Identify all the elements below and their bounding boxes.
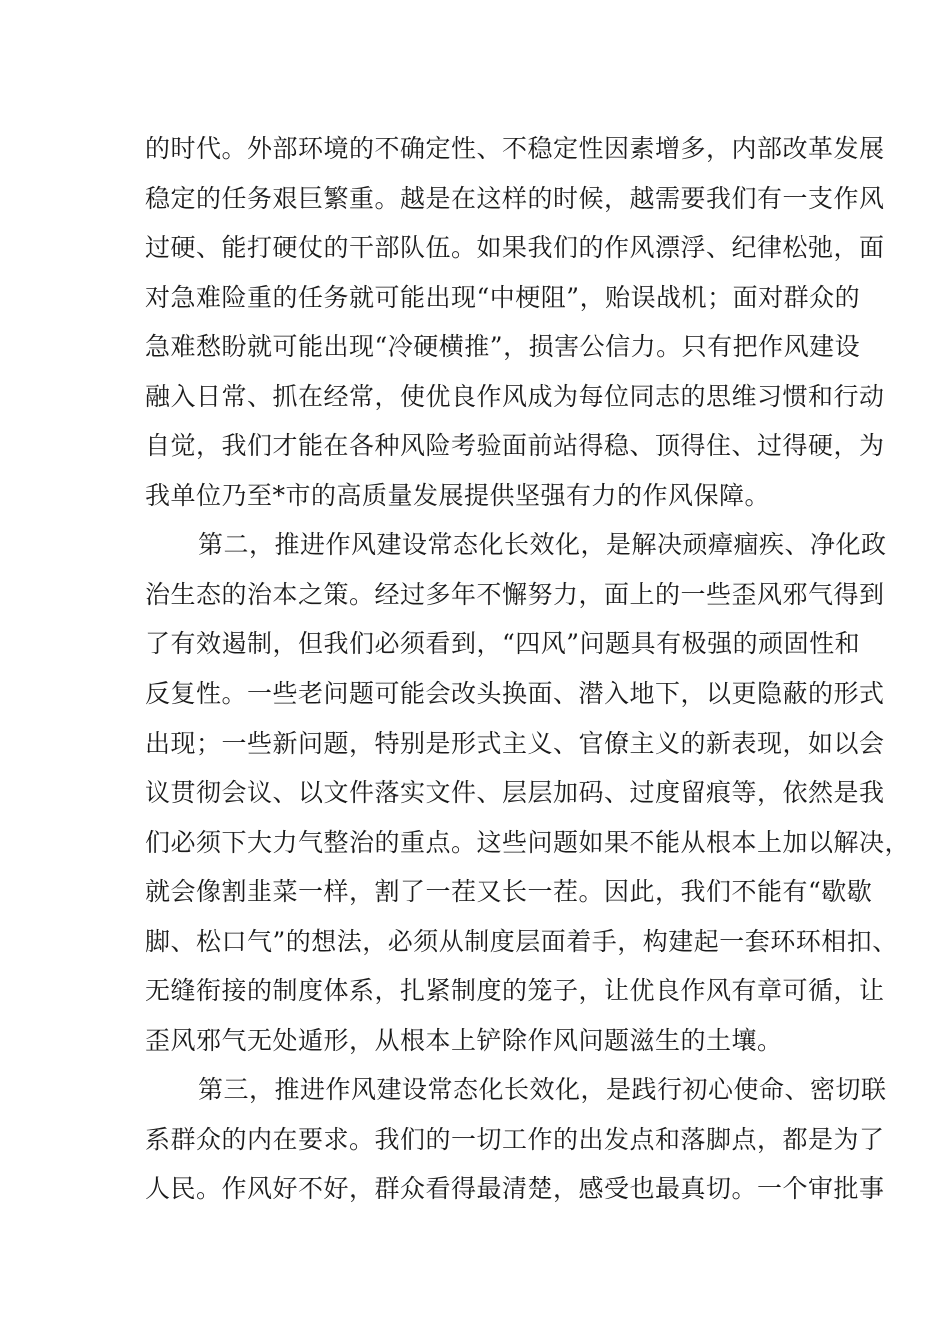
text-line: 人民。作风好不好，群众看得最清楚，感受也最真切。一个审批事 <box>145 1174 885 1204</box>
text-line: 融入日常、抓在经常，使优良作风成为每位同志的思维习惯和行动 <box>145 381 885 411</box>
paragraph-first-line: 第三，推进作风建设常态化长效化，是践行初心使命、密切联 <box>198 1075 887 1105</box>
text-line: 们必须下大力气整治的重点。这些问题如果不能从根本上加以解决， <box>145 827 911 857</box>
paragraph-first-line: 第二，推进作风建设常态化长效化，是解决顽瘴痼疾、净化政 <box>198 530 887 560</box>
text-line: 歪风邪气无处遁形，从根本上铲除作风问题滋生的土壤。 <box>145 1025 783 1055</box>
text-line: 我单位乃至*市的高质量发展提供坚强有力的作风保障。 <box>145 480 771 510</box>
text-line: 脚、松口气”的想法，必须从制度层面着手，构建起一套环环相扣、 <box>145 926 898 956</box>
text-line: 就会像割韭菜一样，割了一茬又长一茬。因此，我们不能有“歇歇 <box>145 877 873 907</box>
text-line: 反复性。一些老问题可能会改头换面、潜入地下，以更隐蔽的形式 <box>145 679 885 709</box>
text-line: 对急难险重的任务就可能出现“中梗阻”，贻误战机；面对群众的 <box>145 282 861 312</box>
text-line: 稳定的任务艰巨繁重。越是在这样的时候，越需要我们有一支作风 <box>145 183 885 213</box>
text-line: 出现；一些新问题，特别是形式主义、官僚主义的新表现，如以会 <box>145 728 885 758</box>
text-line: 无缝衔接的制度体系，扎紧制度的笼子，让优良作风有章可循，让 <box>145 976 885 1006</box>
text-line: 系群众的内在要求。我们的一切工作的出发点和落脚点，都是为了 <box>145 1124 885 1154</box>
text-line: 议贯彻会议、以文件落实文件、层层加码、过度留痕等，依然是我 <box>145 778 885 808</box>
text-line: 治生态的治本之策。经过多年不懈努力，面上的一些歪风邪气得到 <box>145 579 885 609</box>
text-line: 的时代。外部环境的不确定性、不稳定性因素增多，内部改革发展 <box>145 134 885 163</box>
text-line: 自觉，我们才能在各种风险考验面前站得稳、顶得住、过得硬，为 <box>145 431 885 461</box>
body-text <box>145 124 911 1214</box>
text-line: 过硬、能打硬仗的干部队伍。如果我们的作风漂浮、纪律松弛，面 <box>145 233 885 263</box>
text-line: 急难愁盼就可能出现“冷硬横推”，损害公信力。只有把作风建设 <box>145 332 861 362</box>
text-line: 了有效遏制，但我们必须看到，“四风”问题具有极强的顽固性和 <box>145 629 861 659</box>
